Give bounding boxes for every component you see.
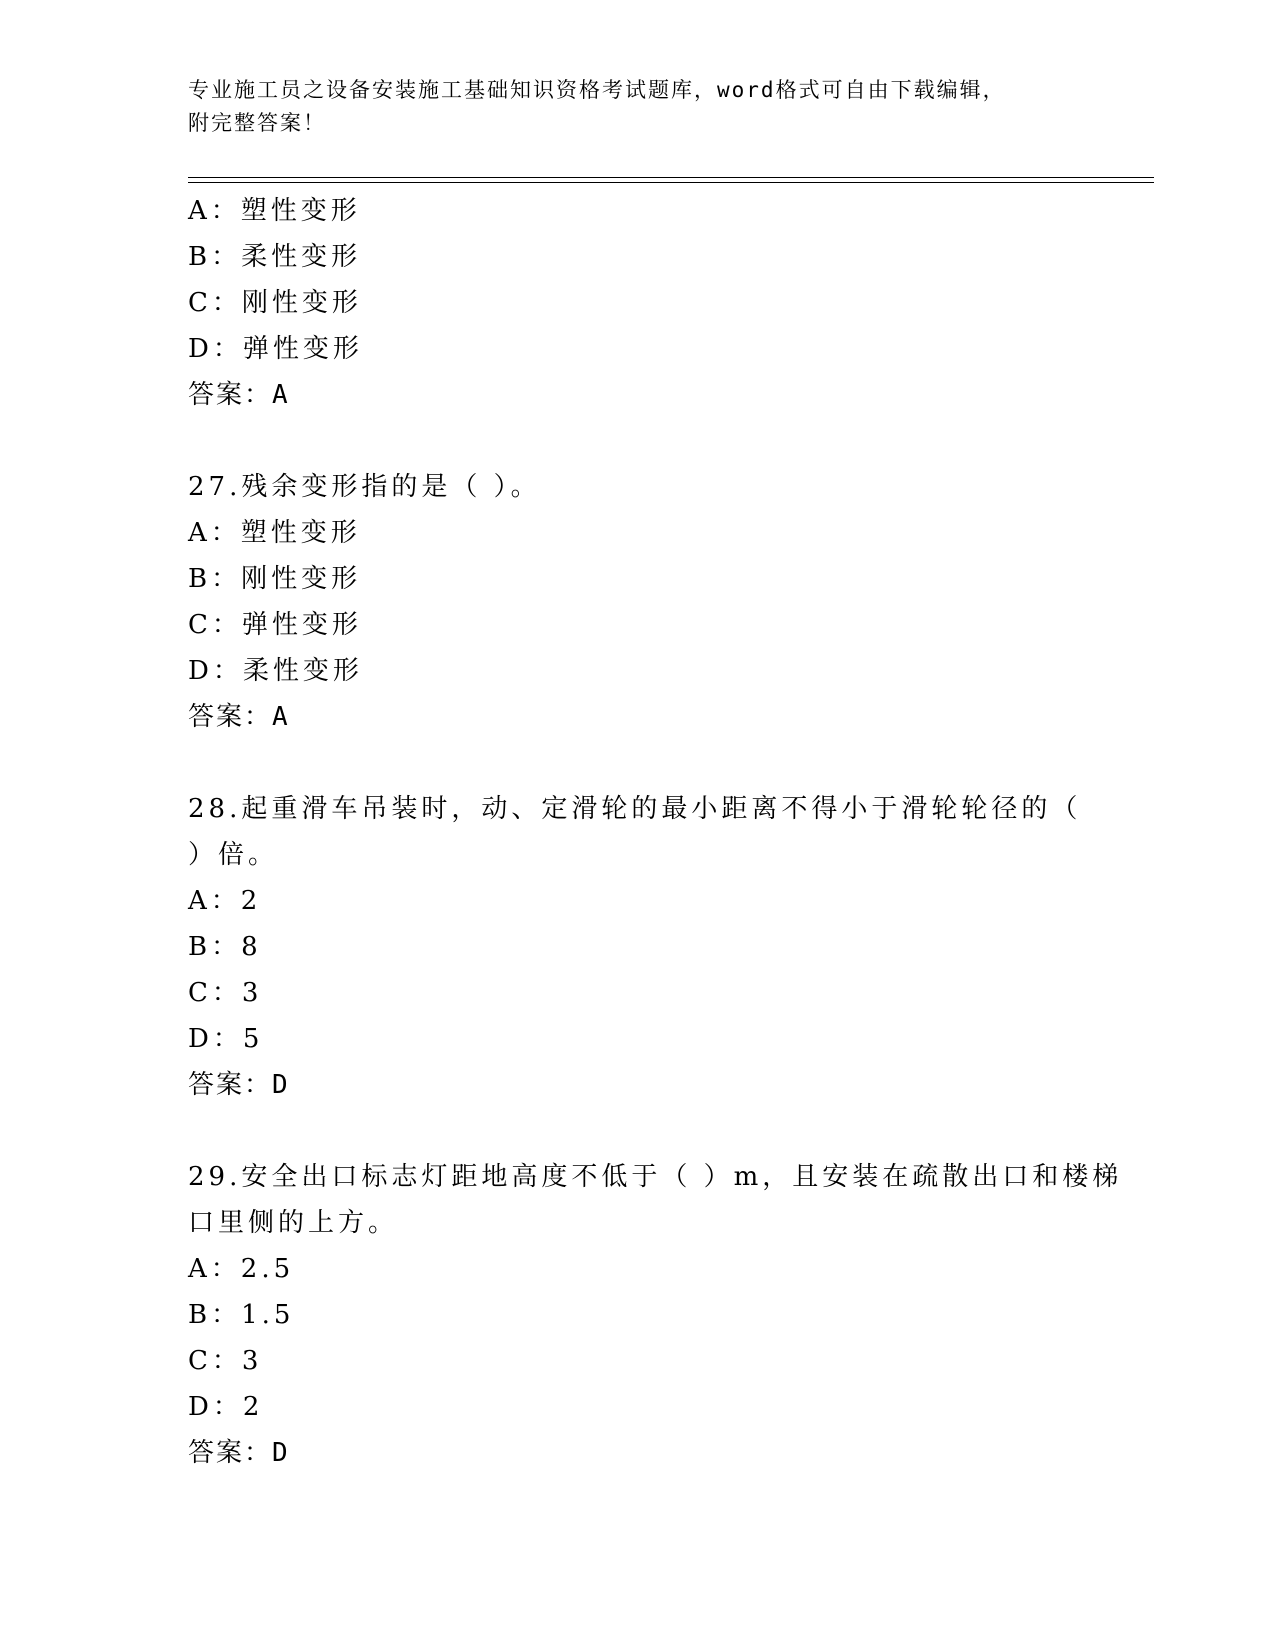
option-b: B：1.5: [188, 1300, 295, 1330]
answer-value: A: [272, 702, 288, 732]
answer-line: [188, 1430, 1148, 1476]
option-d: D：柔性变形: [188, 656, 363, 686]
question-stem: 27.残余变形指的是（ ）。: [188, 472, 541, 502]
option-c: C：刚性变形: [188, 288, 362, 318]
option-c: C：3: [188, 1346, 263, 1376]
answer-line: [188, 1062, 1148, 1108]
option-c: C：弹性变形: [188, 610, 362, 640]
question-stem-continued: 口里侧的上方。: [188, 1208, 399, 1238]
question-list: [188, 188, 1148, 1476]
question-block: [188, 1154, 1148, 1476]
option-d: D：2: [188, 1392, 264, 1422]
question-block: [188, 188, 1148, 418]
header-divider-top: [188, 177, 1154, 178]
option-a: A：2.5: [188, 1254, 295, 1284]
option-b: B：8: [188, 932, 262, 962]
question-block: [188, 464, 1148, 740]
option-c: C：3: [188, 978, 263, 1008]
answer-line: [188, 694, 1148, 740]
answer-label: 答案：: [188, 702, 273, 732]
answer-label: 答案：: [188, 1070, 273, 1100]
option-a: A：塑性变形: [188, 518, 361, 548]
question-spacer: [188, 1108, 1148, 1154]
answer-value: A: [272, 380, 288, 410]
answer-line: [188, 372, 1148, 418]
document-header: [188, 74, 1088, 140]
option-a: A：2: [188, 886, 262, 916]
question-stem: 29.安全出口标志灯距地高度不低于（ ）m，且安装在疏散出口和楼梯: [188, 1162, 1123, 1192]
question-spacer: [188, 740, 1148, 786]
option-b: B：刚性变形: [188, 564, 362, 594]
answer-value: D: [272, 1438, 288, 1468]
header-line-1: 专业施工员之设备安装施工基础知识资格考试题库，word格式可自由下载编辑，: [188, 78, 1006, 102]
question-block: [188, 786, 1148, 1108]
option-d: D：弹性变形: [188, 334, 363, 364]
option-a: A：塑性变形: [188, 196, 361, 226]
question-stem: 28.起重滑车吊装时，动、定滑轮的最小距离不得小于滑轮轮径的（: [188, 794, 1082, 824]
answer-value: D: [272, 1070, 288, 1100]
header-divider-bottom: [188, 182, 1154, 183]
question-stem-continued: ）倍。: [188, 840, 279, 870]
answer-label: 答案：: [188, 1438, 273, 1468]
option-d: D：5: [188, 1024, 264, 1054]
option-b: B：柔性变形: [188, 242, 362, 272]
answer-label: 答案：: [188, 380, 273, 410]
question-spacer: [188, 418, 1148, 464]
header-line-2: 附完整答案！: [188, 111, 326, 135]
